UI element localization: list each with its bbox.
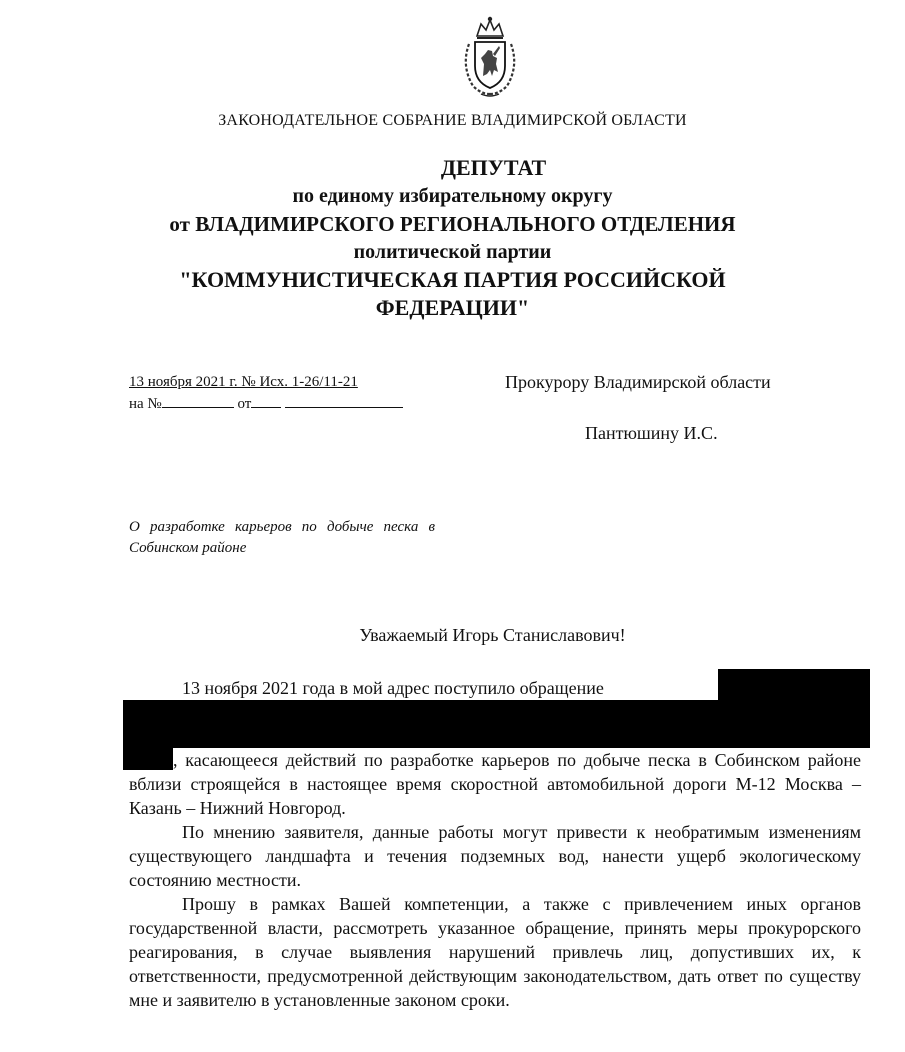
paragraph-2: По мнению заявителя, данные работы могут привести к необратимым изменениям существующего ландшафта и течения подземных вод, нанести ущерб экологическому состоянию местности. <box>129 822 861 890</box>
redaction-block <box>123 740 173 770</box>
from-blank-long <box>285 393 403 408</box>
reply-reference <box>129 393 403 415</box>
from-label: от <box>237 396 252 412</box>
organization-name: ЗАКОНОДАТЕЛЬНОЕ СОБРАНИЕ ВЛАДИМИРСКОЙ ОБЛАСТИ <box>218 112 687 129</box>
reply-to-label: на № <box>129 396 162 412</box>
paragraph-1-start: 13 ноября 2021 года в мой адрес поступило обращение <box>182 678 604 698</box>
outgoing-reference <box>129 372 403 415</box>
header-line-4: "КОММУНИСТИЧЕСКАЯ ПАРТИЯ РОССИЙСКОЙ <box>179 267 726 292</box>
header-line-5: ФЕДЕРАЦИИ" <box>375 295 530 320</box>
reply-number-blank <box>162 393 234 408</box>
paragraph-3: Прошу в рамках Вашей компетенции, а также с привлечением иных органов государственной власти, рассмотреть указанное обращение, принять меры прокурорского реагирования, в случае выявления нарушений привлечь лиц, допустивших их, к ответственности, предусмотренной действующим законодательством, дать ответ по существу мне и заявителю в установленные законом сроки. <box>129 894 861 1010</box>
recipient-name: Пантюшину И.С. <box>585 423 718 443</box>
letter-subject: О разработке карьеров по добыче песка в Собинском районе <box>129 519 435 556</box>
redaction-block <box>718 669 870 703</box>
header-line-3: политической партии <box>353 241 552 263</box>
header-line-2: от ВЛАДИМИРСКОГО РЕГИОНАЛЬНОГО ОТДЕЛЕНИЯ <box>169 212 736 236</box>
header-line-1: по единому избирательному округу <box>292 185 613 207</box>
salutation: Уважаемый Игорь Станиславович! <box>359 625 626 645</box>
coat-of-arms-icon <box>457 14 523 98</box>
outgoing-date-number: 13 ноября 2021 г. № Исх. 1-26/11-21 <box>129 374 358 390</box>
deputy-header <box>0 154 905 322</box>
redaction-block <box>123 700 870 748</box>
header-title: ДЕПУТАТ <box>440 155 547 180</box>
paragraph-1-rest: , касающееся действий по разработке карьеров по добыче песка в Собинском районе вблизи строящейся в настоящее время скоростной автомобильной дороги М-12 Москва – Казань – Нижний Новгород. <box>129 750 861 818</box>
from-blank-short <box>251 393 281 408</box>
recipient-position: Прокурору Владимирской области <box>505 372 771 392</box>
